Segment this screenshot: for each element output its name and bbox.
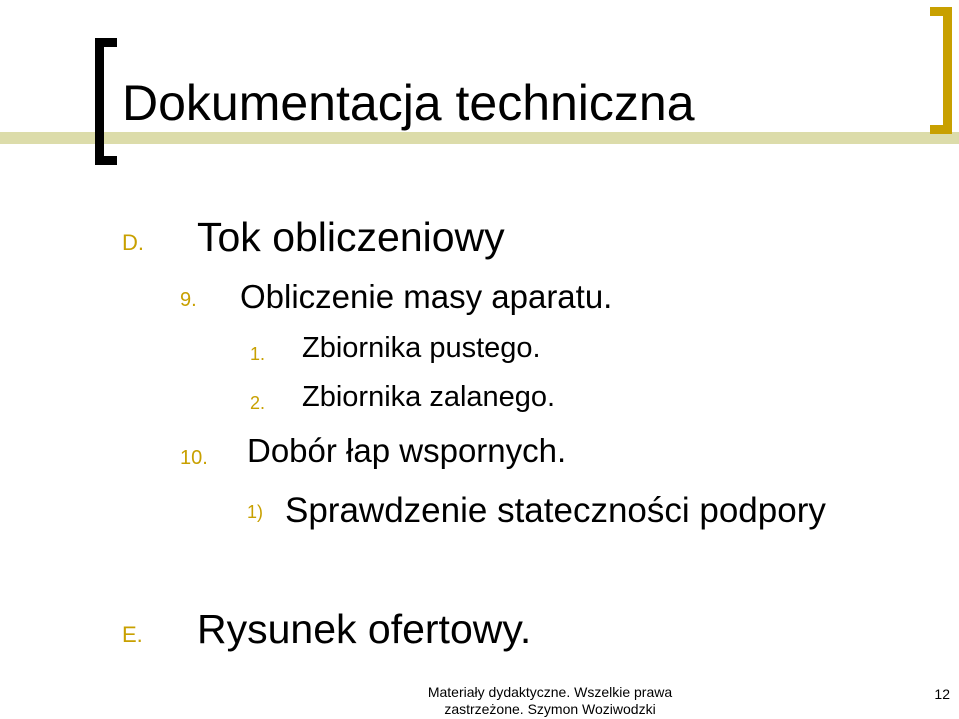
footer-line-2: zastrzeżone. Szymon Woziwodzki: [444, 701, 656, 717]
list-marker: 1.: [250, 344, 266, 364]
list-marker: D.: [122, 230, 144, 255]
footer-copyright: [380, 684, 720, 718]
list-marker: 10.: [180, 447, 208, 469]
list-item: Sprawdzenie stateczności podpory: [285, 491, 826, 530]
right-bracket-decoration: [930, 7, 952, 134]
list-marker: E.: [122, 622, 143, 647]
list-marker: 1): [247, 502, 264, 522]
left-bracket-decoration: [95, 38, 117, 165]
list-marker: 2.: [250, 393, 266, 413]
list-item: Dobór łap wspornych.: [247, 432, 567, 469]
list-item: Obliczenie masy aparatu.: [240, 278, 613, 315]
list-item: Zbiornika pustego.: [302, 332, 541, 364]
list-item: Tok obliczeniowy: [197, 214, 505, 260]
footer-line-1: Materiały dydaktyczne. Wszelkie prawa: [427, 684, 673, 700]
page-number: 12: [934, 686, 950, 702]
title-rule: [0, 132, 959, 144]
list-marker: 9.: [180, 289, 197, 311]
slide-title: Dokumentacja techniczna: [122, 75, 695, 131]
list-item: Rysunek ofertowy.: [197, 606, 532, 652]
list-item: Zbiornika zalanego.: [302, 381, 556, 413]
